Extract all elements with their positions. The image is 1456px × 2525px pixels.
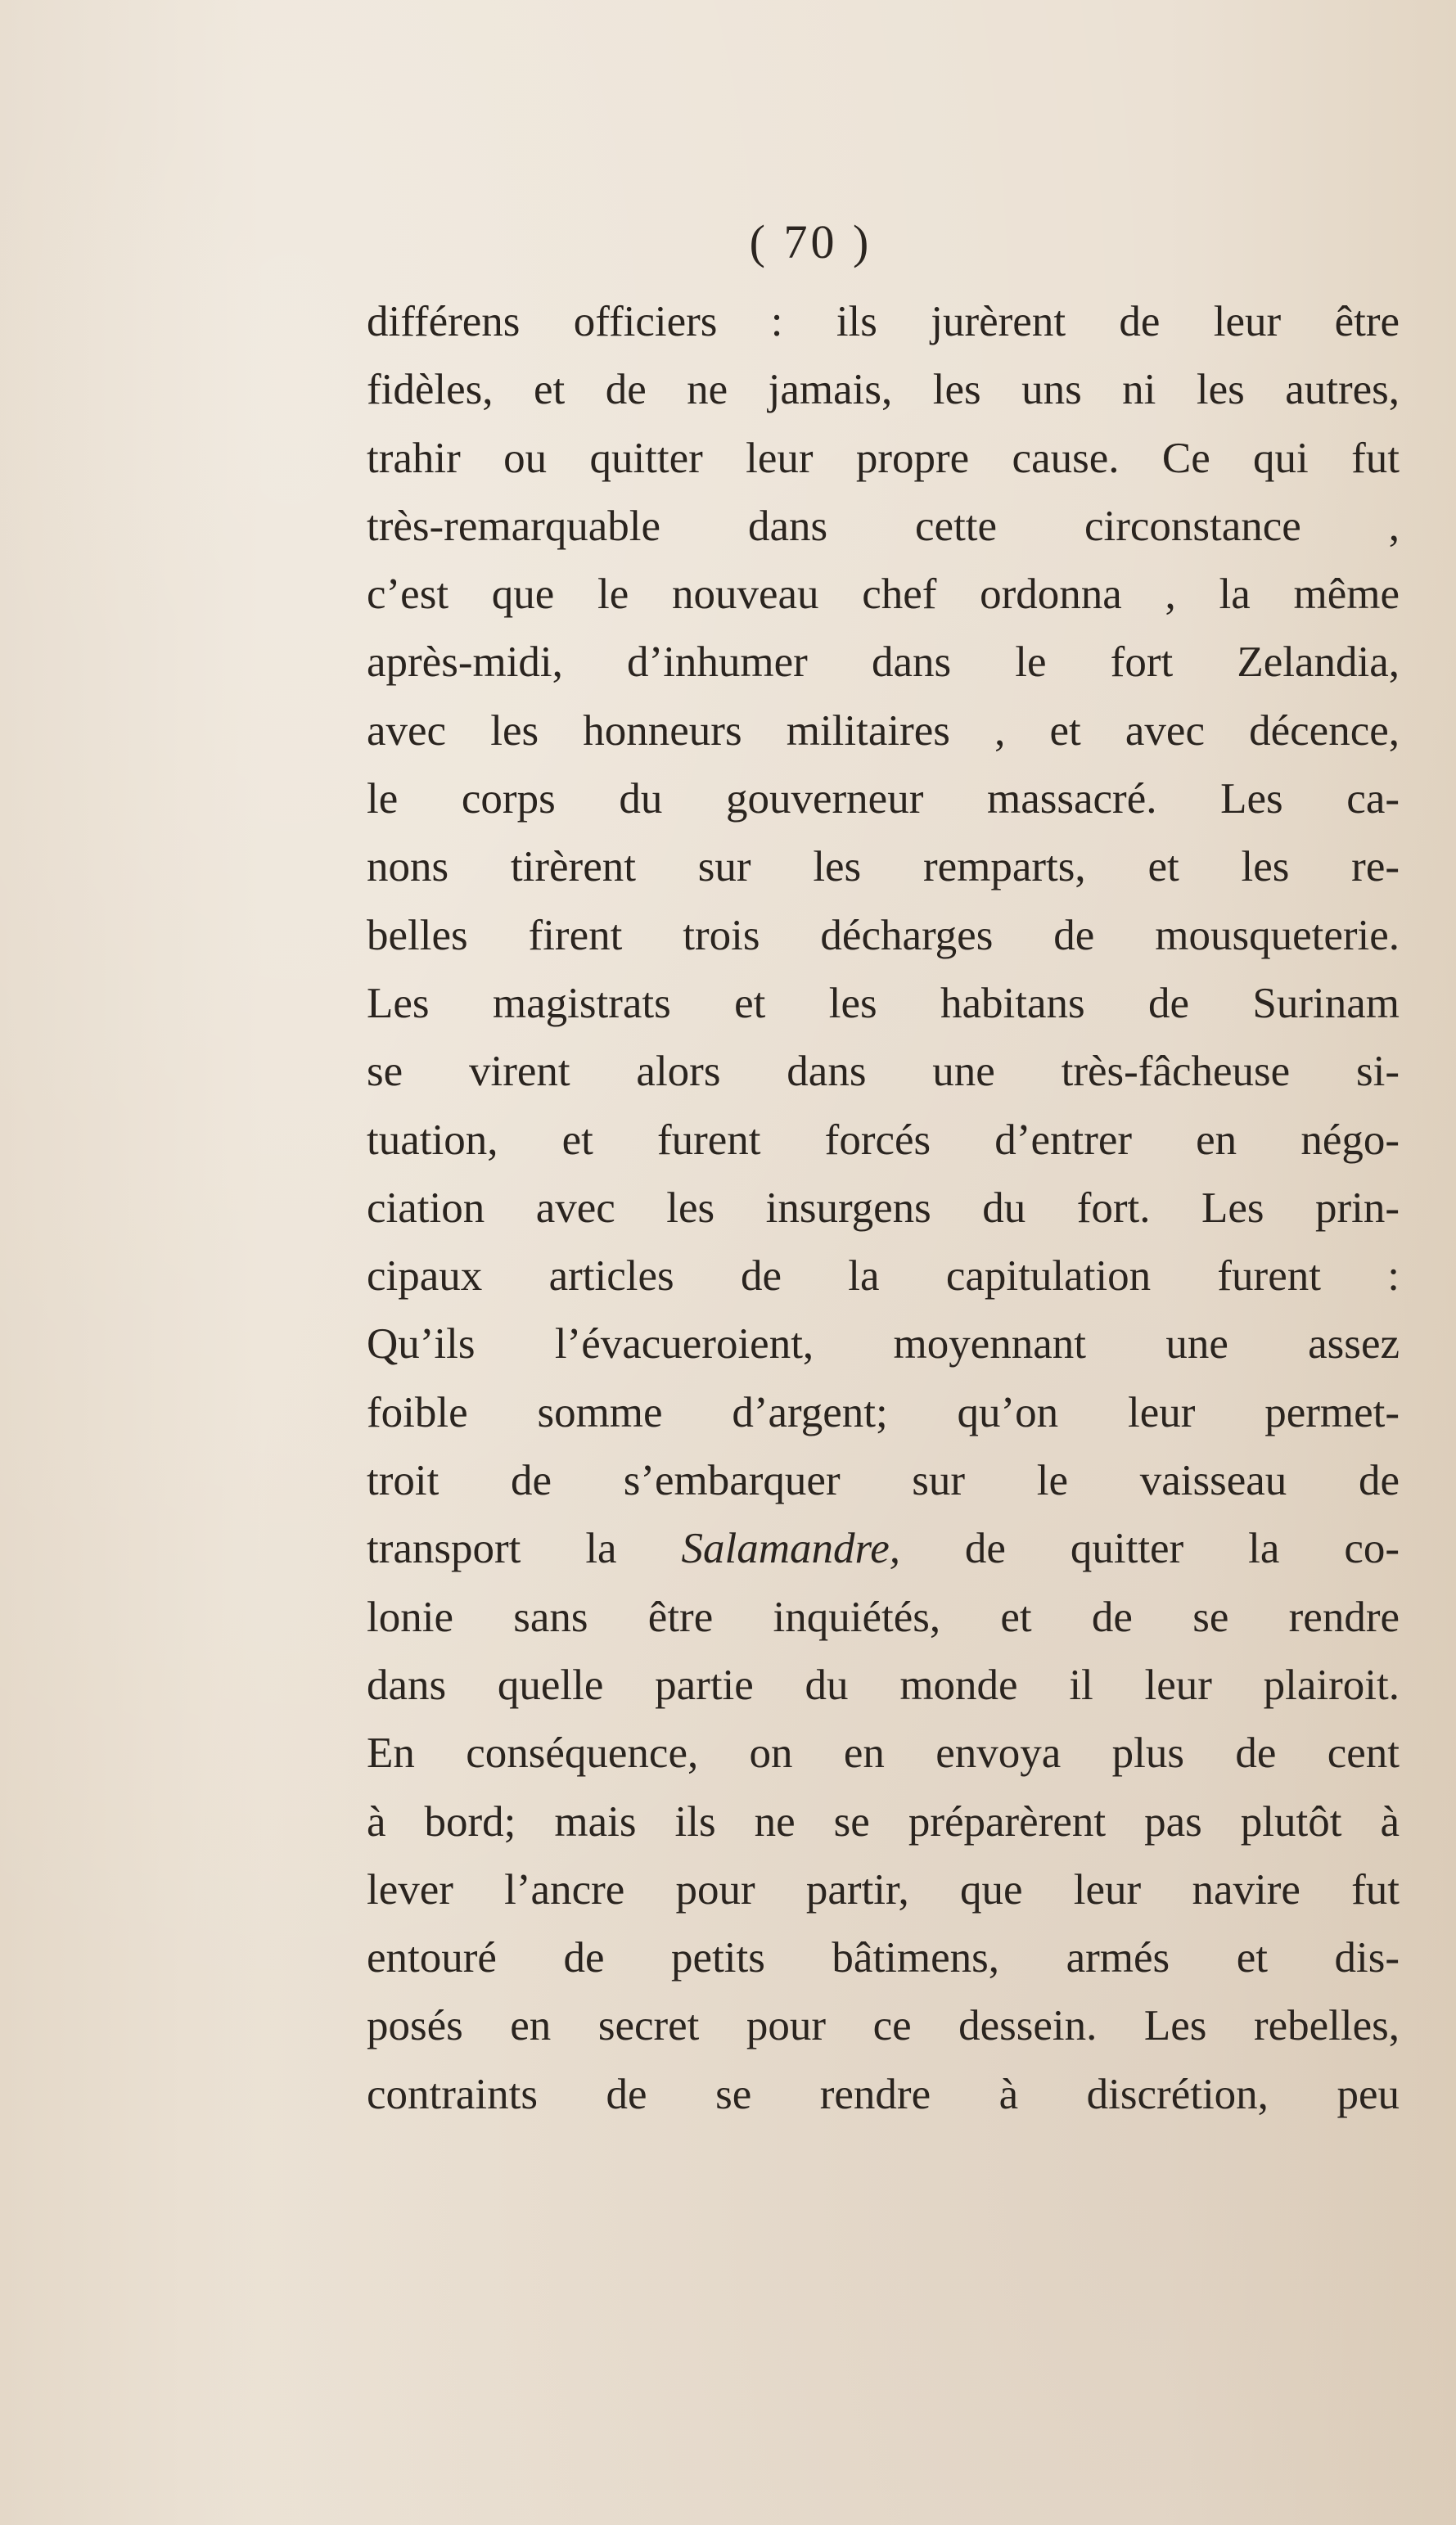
text-line: après-midi, d’inhumer dans le fort Zelandia, <box>367 638 1400 687</box>
text-line: ciation avec les insurgens du fort. Les prin- <box>367 1184 1400 1232</box>
text-line: foible somme d’argent; qu’on leur permet- <box>367 1388 1400 1436</box>
text-line: En conséquence, on en envoya plus de cent <box>367 1729 1400 1778</box>
text-segment: transport la <box>367 1525 682 1573</box>
text-line: nons tirèrent sur les remparts, et les re- <box>367 843 1400 891</box>
text-line: cipaux articles de la capitulation furent : <box>367 1252 1400 1301</box>
text-line: le corps du gouverneur massacré. Les ca- <box>367 775 1400 823</box>
text-line: trahir ou quitter leur propre cause. Ce qui fut <box>367 434 1400 482</box>
text-line: très-remarquable dans cette circonstance , <box>367 502 1400 550</box>
text-line: entouré de petits bâtimens, armés et dis- <box>367 1934 1400 1982</box>
text-line: fidèles, et de ne jamais, les uns ni les autres, <box>367 366 1400 414</box>
text-line: Les magistrats et les habitans de Surinam <box>367 979 1400 1027</box>
page-number: ( 70 ) <box>749 215 872 268</box>
text-line: tuation, et furent forcés d’entrer en négo- <box>367 1116 1400 1164</box>
text-line: se virent alors dans une très-fâcheuse si- <box>367 1048 1400 1096</box>
text-line: différens officiers : ils jurèrent de leur être <box>367 298 1400 345</box>
text-line: contraints de se rendre à discrétion, peu <box>367 2070 1400 2118</box>
text-line: belles firent trois décharges de mousqueterie. <box>367 911 1400 959</box>
text-line: posés en secret pour ce dessein. Les rebelles, <box>367 2002 1400 2050</box>
text-line: lever l’ancre pour partir, que leur navire fut <box>367 1865 1400 1914</box>
text-line: avec les honneurs militaires , et avec décence, <box>367 706 1400 755</box>
ship-name-italic: Salamandre, <box>681 1525 900 1573</box>
text-line: dans quelle partie du monde il leur plairoit. <box>367 1661 1400 1709</box>
text-line: troit de s’embarquer sur le vaisseau de <box>367 1457 1400 1505</box>
text-line: à bord; mais ils ne se préparèrent pas plutôt à <box>367 1797 1400 1846</box>
text-line-ship-name <box>367 1515 1400 1583</box>
body-text <box>367 288 1400 2129</box>
text-line: c’est que le nouveau chef ordonna , la même <box>367 570 1400 619</box>
text-line: Qu’ils l’évacueroient, moyennant une assez <box>367 1320 1400 1368</box>
text-segment: de quitter la co- <box>899 1525 1400 1573</box>
text-line: lonie sans être inquiétés, et de se rendre <box>367 1593 1400 1641</box>
